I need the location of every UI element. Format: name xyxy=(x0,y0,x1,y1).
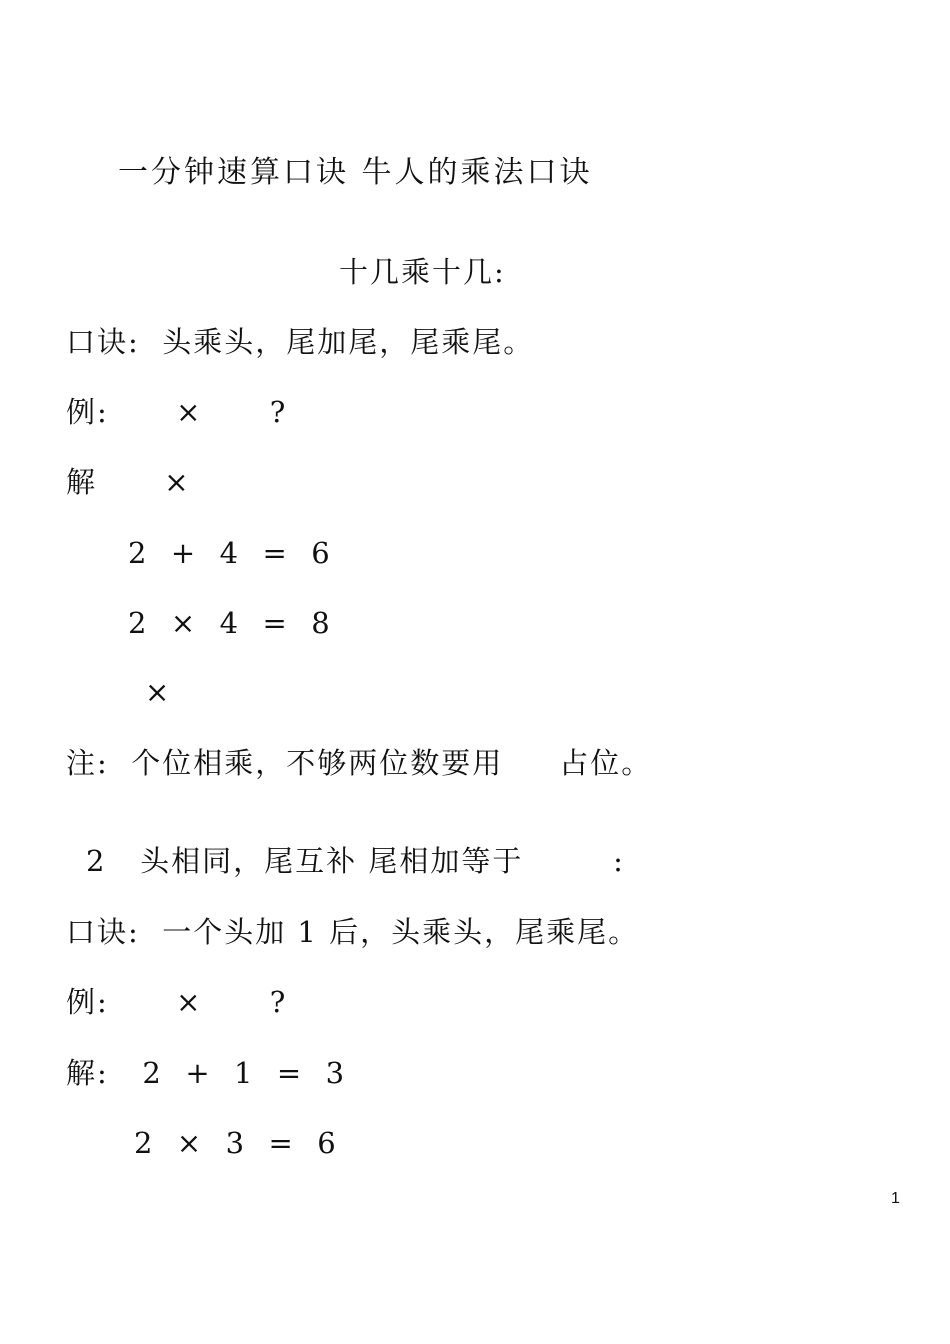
section1-heading: 十几乘十几: xyxy=(339,255,506,289)
section2-step-multiply: 2 × 3 = 6 xyxy=(134,1126,338,1160)
section1-example: 例: × ? xyxy=(66,395,288,429)
section1-step-combine: × xyxy=(145,675,172,709)
page-number: 1 xyxy=(891,1190,900,1207)
section1-step-add: 2 + 4 = 6 xyxy=(128,536,332,570)
section1-step-multiply: 2 × 4 = 8 xyxy=(128,606,332,640)
section2-heading: 2 头相同，尾互补 尾相加等于 : xyxy=(86,844,625,878)
section2-example: 例: × ? xyxy=(66,985,288,1019)
section1-rule: 口诀: 头乘头，尾加尾，尾乘尾。 xyxy=(66,325,535,359)
section1-solution: 解 × xyxy=(66,465,191,499)
section2-rule: 口诀: 一个头加 1 后，头乘头，尾乘尾。 xyxy=(66,915,640,949)
section1-note: 注: 个位相乘，不够两位数要用 占位。 xyxy=(66,746,653,780)
document-title: 一分钟速算口诀 牛人的乘法口诀 xyxy=(118,155,593,190)
section2-solution: 解: 2 + 1 = 3 xyxy=(66,1056,347,1090)
